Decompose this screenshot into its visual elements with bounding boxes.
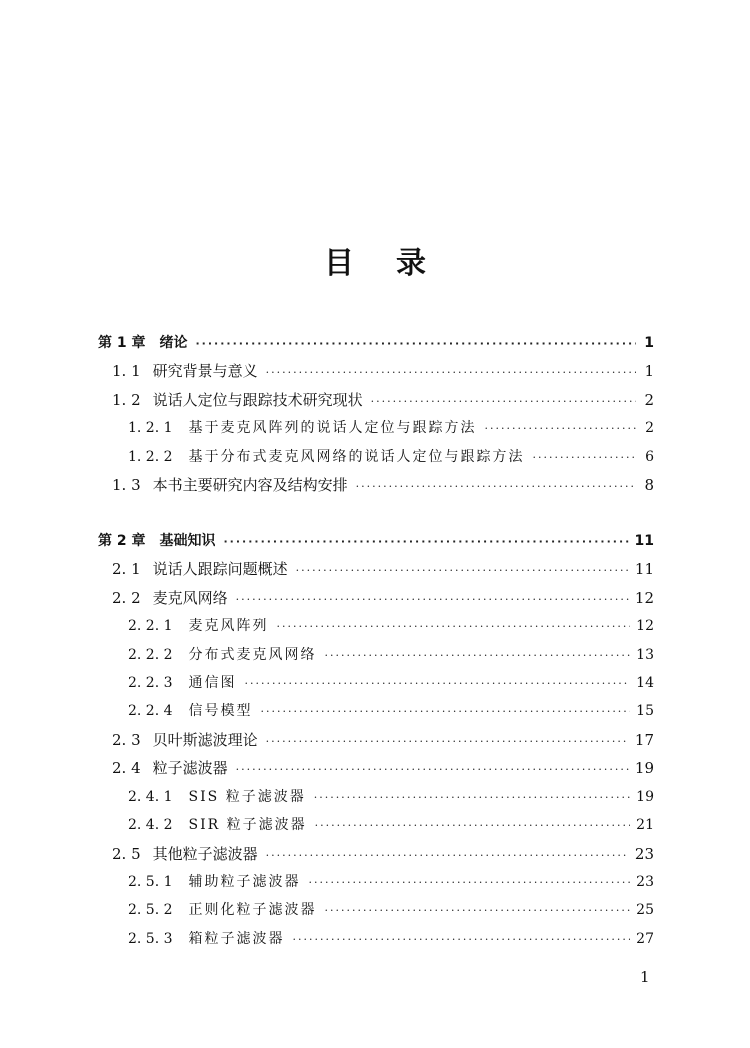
toc-entry-text: 基于麦克风阵列的说话人定位与跟踪方法 bbox=[188, 420, 477, 436]
toc-entry-page: 27 bbox=[636, 931, 654, 947]
toc-leader-dots bbox=[236, 588, 629, 612]
toc-entry-page: 19 bbox=[634, 759, 654, 777]
toc-entry-text: 本书主要研究内容及结构安排 bbox=[152, 476, 348, 494]
toc-entry-number: 2. 5. 2 bbox=[128, 902, 173, 918]
toc-entry-number: 1. 2. 2 bbox=[128, 449, 173, 465]
toc-entry-page: 1 bbox=[644, 335, 654, 351]
toc-entry-1-3[interactable] bbox=[98, 473, 654, 497]
toc-entry-page: 2 bbox=[645, 420, 654, 436]
toc-leader-dots bbox=[356, 475, 636, 499]
toc-entry-text: 贝叶斯滤波理论 bbox=[152, 731, 258, 749]
toc-entry-2-2-3[interactable] bbox=[98, 671, 654, 695]
toc-entry-2-1[interactable] bbox=[98, 557, 654, 581]
toc-entry-number: 第 1 章 bbox=[98, 335, 146, 351]
toc-entry-page: 6 bbox=[645, 449, 654, 465]
toc-entry-number: 2. 1 bbox=[112, 560, 141, 578]
toc-entry-text: 分布式麦克风网络 bbox=[188, 647, 317, 663]
toc-leader-dots bbox=[309, 871, 631, 895]
toc-entry-text: 信号模型 bbox=[188, 703, 253, 719]
toc-entry-page: 12 bbox=[636, 618, 654, 634]
toc-entry-text: 通信图 bbox=[188, 675, 237, 691]
toc-leader-dots bbox=[325, 644, 631, 668]
toc-entry-page: 23 bbox=[634, 845, 654, 863]
toc-entry-page: 11 bbox=[634, 533, 654, 549]
toc-entry-number: 2. 2. 1 bbox=[128, 618, 173, 634]
toc-entry-number: 2. 3 bbox=[112, 731, 141, 749]
toc-entry-page: 15 bbox=[636, 703, 654, 719]
toc-entry-2-5-2[interactable] bbox=[98, 898, 654, 922]
toc-entry-1-1[interactable] bbox=[98, 359, 654, 383]
toc-entry-text: 粒子滤波器 bbox=[152, 759, 228, 777]
toc-entry-text: 说话人定位与跟踪技术研究现状 bbox=[152, 391, 363, 409]
toc-entry-2-2-4[interactable] bbox=[98, 699, 654, 723]
toc-entry-number: 2. 2 bbox=[112, 589, 141, 607]
toc-entry-text: 麦克风阵列 bbox=[188, 618, 269, 634]
toc-entry-number: 2. 2. 2 bbox=[128, 647, 173, 663]
toc-entry-page: 1 bbox=[644, 362, 654, 380]
toc-entry-page: 17 bbox=[634, 731, 654, 749]
toc-entry-page: 13 bbox=[636, 647, 654, 663]
toc-entry-number: 1. 1 bbox=[112, 362, 141, 380]
toc-entry-number: 2. 2. 4 bbox=[128, 703, 173, 719]
toc-entry-text: 绪论 bbox=[159, 335, 188, 351]
toc-entry-2-3[interactable] bbox=[98, 728, 654, 752]
toc-entry-number: 2. 4. 2 bbox=[128, 817, 173, 833]
toc-entry-text: SIS 粒子滤波器 bbox=[188, 789, 306, 805]
toc-entry-text: 基于分布式麦克风网络的说话人定位与跟踪方法 bbox=[188, 449, 525, 465]
toc-leader-dots bbox=[485, 417, 636, 441]
toc-entry-2-2[interactable] bbox=[98, 586, 654, 610]
toc-entry-2-4[interactable] bbox=[98, 756, 654, 780]
toc-leader-dots bbox=[266, 361, 636, 385]
toc-entry-2-4-2[interactable] bbox=[98, 813, 654, 837]
toc-leader-dots bbox=[533, 446, 636, 470]
toc-entry-text: 其他粒子滤波器 bbox=[152, 845, 258, 863]
toc-leader-dots bbox=[196, 332, 637, 356]
toc-leader-dots bbox=[325, 899, 631, 923]
toc-leader-dots bbox=[261, 700, 631, 724]
toc-entry-number: 第 2 章 bbox=[98, 533, 146, 549]
toc-entry-number: 2. 4. 1 bbox=[128, 789, 173, 805]
toc-entry-page: 19 bbox=[636, 789, 654, 805]
toc-leader-dots bbox=[277, 615, 631, 639]
toc-entry-text: 正则化粒子滤波器 bbox=[188, 902, 317, 918]
toc-leader-dots bbox=[266, 730, 629, 754]
toc-entry-2-5-1[interactable] bbox=[98, 870, 654, 894]
footer-page-number: 1 bbox=[640, 968, 650, 986]
toc-entry-text: 箱粒子滤波器 bbox=[188, 931, 285, 947]
toc-entry-page: 2 bbox=[644, 391, 654, 409]
toc-entry-2-4-1[interactable] bbox=[98, 785, 654, 809]
toc-entry-page: 11 bbox=[634, 560, 654, 578]
toc-leader-dots bbox=[296, 559, 629, 583]
toc-entry-2-2-1[interactable] bbox=[98, 614, 654, 638]
toc-entry-number: 1. 2. 1 bbox=[128, 420, 173, 436]
toc-entry-page: 14 bbox=[636, 675, 654, 691]
toc-entry-number: 2. 5. 3 bbox=[128, 931, 173, 947]
toc-leader-dots bbox=[245, 672, 631, 696]
toc-entry-1-2-1[interactable] bbox=[98, 416, 654, 440]
toc-leader-dots bbox=[314, 786, 630, 810]
toc-entry-number: 2. 4 bbox=[112, 759, 141, 777]
toc-entry-number: 2. 5. 1 bbox=[128, 874, 173, 890]
page-title bbox=[0, 238, 750, 282]
title-char-1: 目 bbox=[324, 246, 396, 281]
toc-entry-page: 12 bbox=[634, 589, 654, 607]
toc-entry-1-2[interactable] bbox=[98, 388, 654, 412]
toc-entry-ch2[interactable] bbox=[98, 529, 654, 553]
toc-entry-2-2-2[interactable] bbox=[98, 643, 654, 667]
toc-leader-dots bbox=[293, 928, 631, 952]
toc-leader-dots bbox=[371, 390, 636, 414]
toc-leader-dots bbox=[266, 844, 629, 868]
title-char-2: 录 bbox=[396, 246, 468, 281]
toc-entry-page: 23 bbox=[636, 874, 654, 890]
toc-entry-page: 21 bbox=[636, 817, 654, 833]
toc-entry-number: 2. 2. 3 bbox=[128, 675, 173, 691]
toc-entry-page: 25 bbox=[636, 902, 654, 918]
toc-entry-text: SIR 粒子滤波器 bbox=[188, 817, 307, 833]
toc-entry-text: 辅助粒子滤波器 bbox=[188, 874, 301, 890]
toc-entry-2-5-3[interactable] bbox=[98, 927, 654, 951]
toc-entry-number: 1. 2 bbox=[112, 391, 141, 409]
toc-entry-text: 麦克风网络 bbox=[152, 589, 228, 607]
toc-leader-dots bbox=[236, 758, 629, 782]
toc-entry-text: 基础知识 bbox=[159, 533, 216, 549]
toc-leader-dots bbox=[315, 814, 631, 838]
toc-entry-text: 研究背景与意义 bbox=[152, 362, 258, 380]
toc-entry-page: 8 bbox=[644, 476, 654, 494]
toc-entry-2-5[interactable] bbox=[98, 842, 654, 866]
toc-entry-text: 说话人跟踪问题概述 bbox=[152, 560, 288, 578]
toc-entry-number: 1. 3 bbox=[112, 476, 141, 494]
toc-entry-1-2-2[interactable] bbox=[98, 445, 654, 469]
toc-leader-dots bbox=[224, 530, 629, 554]
toc-entry-number: 2. 5 bbox=[112, 845, 141, 863]
toc-entry-ch1[interactable] bbox=[98, 331, 654, 355]
